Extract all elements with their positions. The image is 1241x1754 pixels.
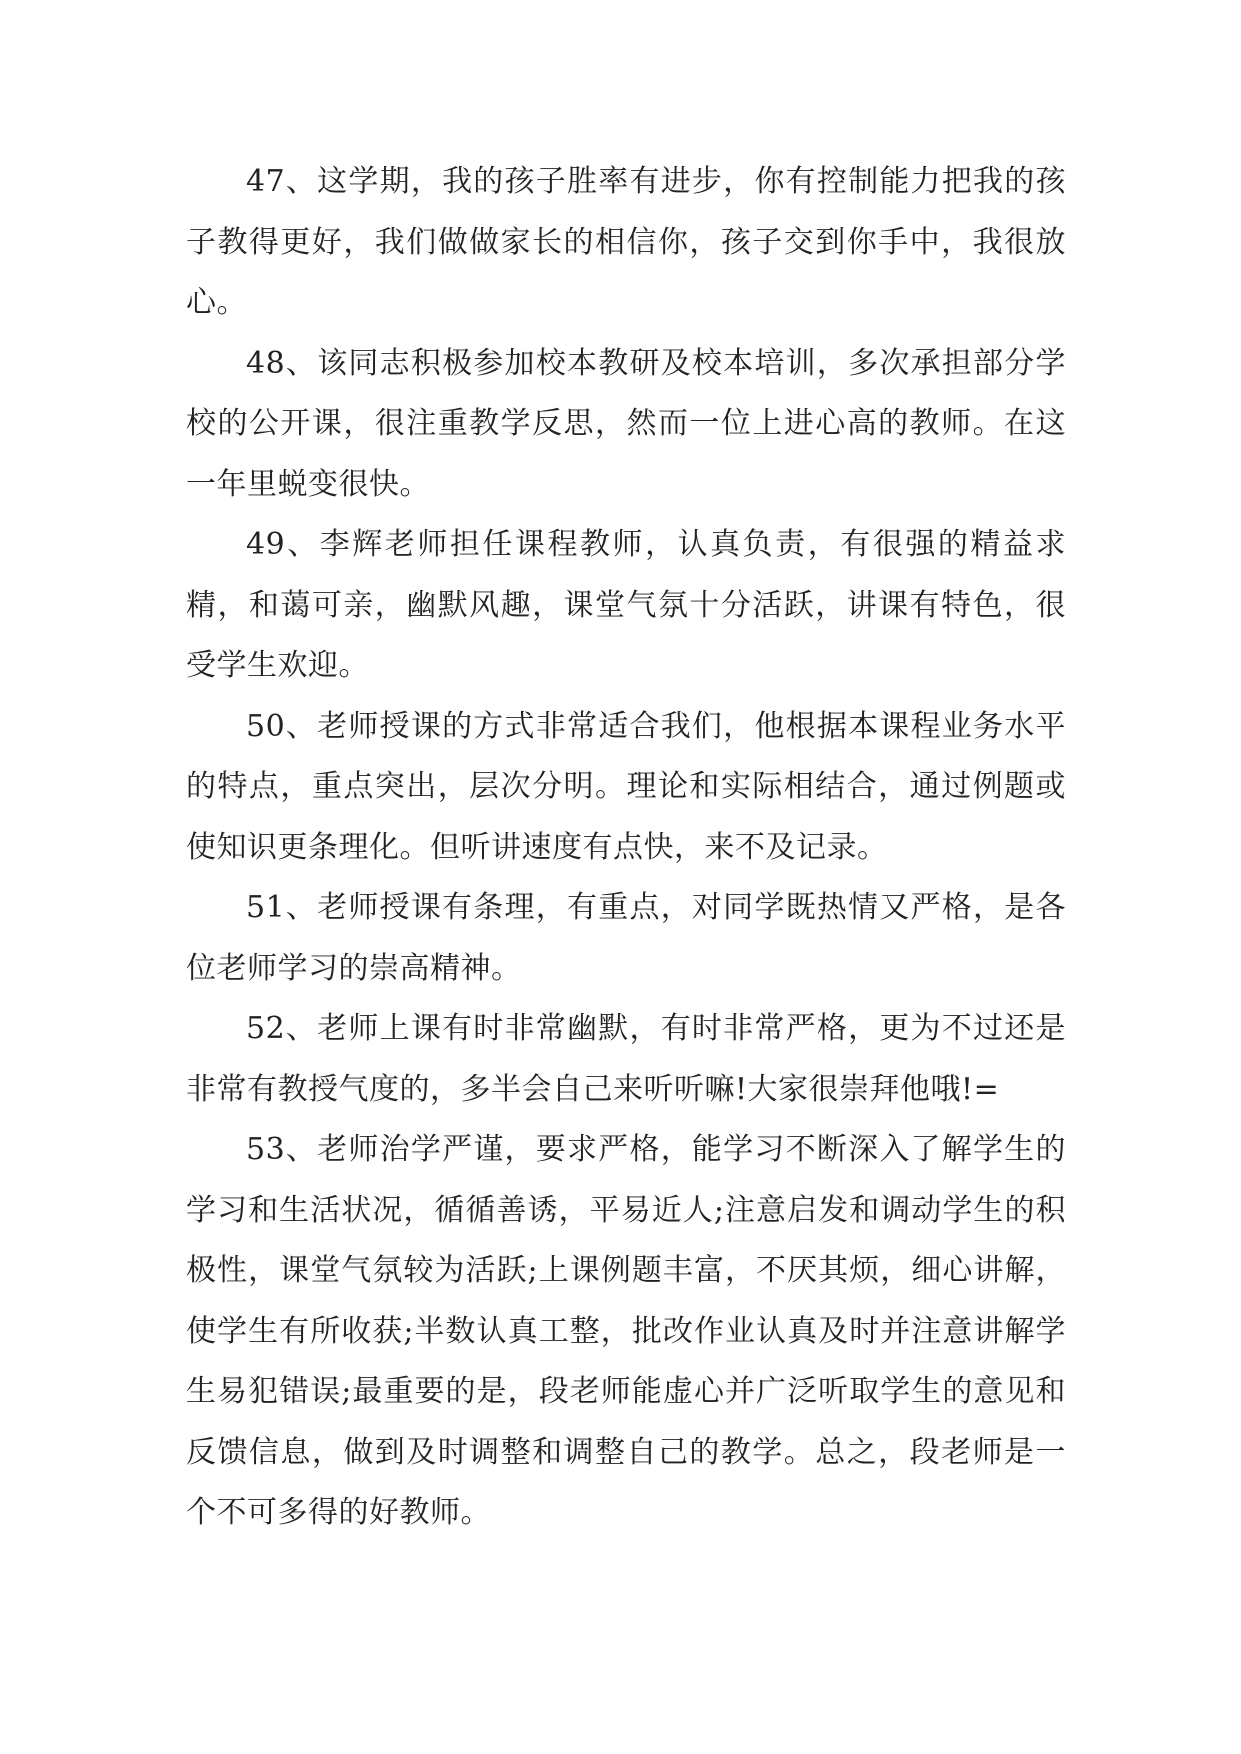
paragraph-53: 53、老师治学严谨，要求严格，能学习不断深入了解学生的学习和生活状况，循循善诱，平易近人;注意启发和调动学生的积极性，课堂气氛较为活跃;上课例题丰富，不厌其烦，细心讲解，使学生有所收获;半数认真工整，批改作业认真及时并注意讲解学生易犯错误;最重要的是，段老师能虚心并广泛听取学生的意见和反馈信息，做到及时调整和调整自己的教学。总之，段老师是一个不可多得的好教师。 xyxy=(186,1132,1066,1530)
paragraph-51: 51、老师授课有条理，有重点，对同学既热情又严格，是各位老师学习的崇高精神。 xyxy=(186,890,1066,986)
paragraph-48: 48、该同志积极参加校本教研及校本培训，多次承担部分学校的公开课，很注重教学反思，然而一位上进心高的教师。在这一年里蜕变很快。 xyxy=(186,345,1066,502)
paragraph-49: 49、李辉老师担任课程教师，认真负责，有很强的精益求精，和蔼可亲，幽默风趣，课堂气氛十分活跃，讲课有特色，很受学生欢迎。 xyxy=(186,527,1066,683)
document-body xyxy=(186,152,1066,1544)
paragraph-47: 47、这学期，我的孩子胜率有进步，你有控制能力把我的孩子教得更好，我们做做家长的相信你，孩子交到你手中，我很放心。 xyxy=(186,164,1066,320)
paragraph-50: 50、老师授课的方式非常适合我们，他根据本课程业务水平的特点，重点突出，层次分明。理论和实际相结合，通过例题或使知识更条理化。但听讲速度有点快，来不及记录。 xyxy=(186,708,1066,865)
paragraph-52: 52、老师上课有时非常幽默，有时非常严格，更为不过还是非常有教授气度的，多半会自己来听听嘛!大家很崇拜他哦!= xyxy=(186,1011,1066,1107)
